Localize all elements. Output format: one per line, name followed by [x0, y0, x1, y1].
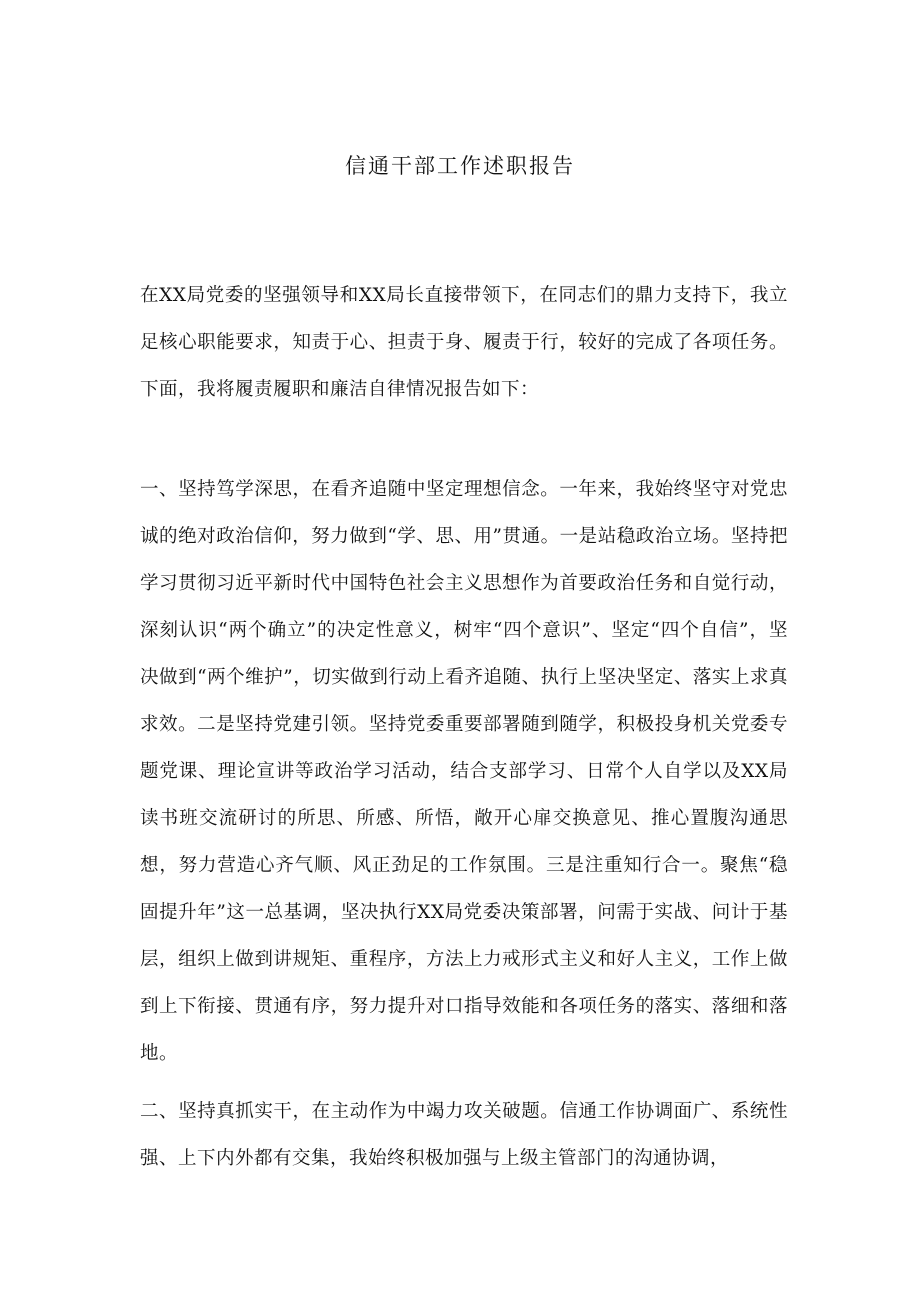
paragraph-section-1: 一、坚持笃学深思，在看齐追随中坚定理想信念。一年来，我始终坚守对党忠诚的绝对政治信仰，努力做到“学、思、用”贯通。一是站稳政治立场。坚持把学习贯彻习近平新时代中国特色社会主义思想作为首要政治任务和自觉行动，深刻认识“两个确立”的决定性意义，树牢“四个意识”、坚定“四个自信”，坚决做到“两个维护”，切实做到行动上看齐追随、执行上坚决坚定、落实上求真求效。二是坚持党建引领。坚持党委重要部署随到随学，积极投身机关党委专题党课、理论宣讲等政治学习活动，结合支部学习、日常个人自学以及XX局读书班交流研讨的所思、所感、所悟，敞开心扉交换意见、推心置腹沟通思想，努力营造心齐气顺、风正劲足的工作氛围。三是注重知行合一。聚焦“稳固提升年”这一总基调，坚决执行XX局党委决策部署，问需于实战、问计于基层，组织上做到讲规矩、重程序，方法上力戒形式主义和好人主义，工作上做到上下衔接、贯通有序，努力提升对口指导效能和各项任务的落实、落细和落地。 [140, 479, 788, 1064]
document-title: 信通干部工作述职报告 [345, 154, 575, 178]
paragraph-section-2: 二、坚持真抓实干，在主动作为中竭力攻关破题。信通工作协调面广、系统性强、上下内外都有交集，我始终积极加强与上级主管部门的沟通协调， [140, 1101, 788, 1169]
paragraph-intro: 在XX局党委的坚强领导和XX局长直接带领下，在同志们的鼎力支持下，我立足核心职能要求，知责于心、担责于身、履责于行，较好的完成了各项任务。下面，我将履责履职和廉洁自律情况报告如下： [140, 285, 788, 400]
